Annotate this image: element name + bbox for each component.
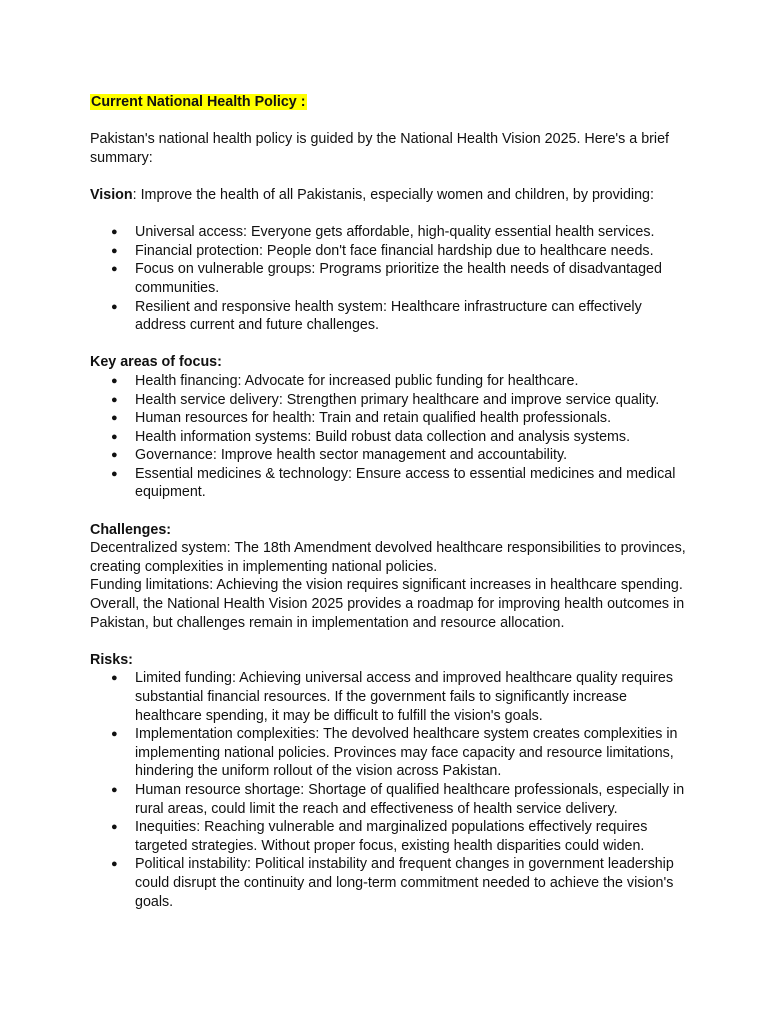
spacer [90, 205, 690, 224]
bullet-icon: ● [111, 393, 118, 406]
bullet-icon: ● [111, 783, 118, 796]
list-item [90, 223, 690, 242]
list-item [90, 372, 690, 391]
list-item-text: Governance: Improve health sector management and accountability. [135, 447, 568, 464]
list-item-text: Health financing: Advocate for increased public funding for healthcare. [135, 372, 579, 389]
list-item-text: Political instability: Political instability and frequent changes in government leadership could disrupt the continuity and long-term commitment needed to achieve the vision's goals. [135, 856, 674, 910]
bullet-icon: ● [111, 412, 118, 425]
risks-list [90, 669, 690, 911]
spacer [90, 167, 690, 186]
list-item-text: Universal access: Everyone gets affordable, high-quality essential health services. [135, 224, 655, 241]
list-item-text: Human resource shortage: Shortage of qualified healthcare professionals, especially in rural areas, could limit the reach and effectiveness of health service delivery. [135, 781, 685, 817]
list-item [90, 409, 690, 428]
list-item-text: Health information systems: Build robust data collection and analysis systems. [135, 428, 631, 445]
spacer [90, 112, 690, 131]
bullet-icon: ● [111, 728, 118, 741]
list-item [90, 446, 690, 465]
challenges-paragraph: Funding limitations: Achieving the vision requires significant increases in healthcare spending. [90, 577, 683, 594]
list-item [90, 391, 690, 410]
bullet-icon: ● [111, 430, 118, 443]
spacer [90, 502, 690, 521]
list-item-text: Financial protection: People don't face financial hardship due to healthcare needs. [135, 242, 654, 259]
title-line [90, 93, 690, 112]
risks-heading: Risks: [90, 651, 133, 668]
list-item [90, 242, 690, 261]
intro-paragraph: Pakistan's national health policy is guided by the National Health Vision 2025. Here's a brief summary: [90, 131, 670, 166]
list-item-text: Focus on vulnerable groups: Programs prioritize the health needs of disadvantaged communities. [135, 261, 662, 296]
vision-text: : Improve the health of all Pakistanis, especially women and children, by providing: [132, 186, 654, 203]
bullet-icon: ● [111, 226, 118, 239]
bullet-icon: ● [111, 858, 118, 871]
list-item-text: Inequities: Reaching vulnerable and marginalized populations effectively requires targeted strategies. Without proper focus, existing health disparities could widen. [135, 819, 648, 854]
list-item [90, 725, 690, 781]
vision-list [90, 223, 690, 335]
document-title: Current National Health Policy : [91, 94, 306, 110]
spacer [90, 335, 690, 354]
vision-paragraph [90, 186, 690, 205]
list-item-text: Health service delivery: Strengthen primary healthcare and improve service quality. [135, 391, 660, 408]
challenges-heading: Challenges: [90, 521, 172, 538]
list-item-text: Limited funding: Achieving universal access and improved healthcare quality requires substantial financial resources. If the government fails to significantly increase healthcare spending, it may be difficult to fulfill the vision's goals. [135, 670, 674, 724]
list-item [90, 260, 690, 297]
bullet-icon: ● [111, 244, 118, 257]
list-item [90, 298, 690, 335]
bullet-icon: ● [111, 300, 118, 313]
list-item-text: Implementation complexities: The devolved healthcare system creates complexities in implementing national policies. Provinces may face capacity and resource limitations, hindering the uniform rollout of the vision across Pakistan. [135, 726, 678, 780]
list-item [90, 781, 690, 818]
list-item [90, 669, 690, 725]
list-item [90, 465, 690, 502]
bullet-icon: ● [111, 449, 118, 462]
list-item [90, 818, 690, 855]
bullet-icon: ● [111, 467, 118, 480]
list-item-text: Resilient and responsive health system: Healthcare infrastructure can effectively address current and future challenges. [135, 298, 642, 334]
bullet-icon: ● [111, 821, 118, 834]
bullet-icon: ● [111, 672, 118, 685]
focus-heading: Key areas of focus: [90, 354, 222, 371]
list-item [90, 428, 690, 447]
challenges-paragraph: Decentralized system: The 18th Amendment devolved healthcare responsibilities to provinces, creating complexities in implementing national policies. [90, 540, 686, 575]
document-page [90, 93, 690, 911]
bullet-icon: ● [111, 263, 118, 276]
list-item-text: Human resources for health: Train and retain qualified health professionals. [135, 410, 612, 427]
spacer [90, 632, 690, 651]
summary-paragraph: Overall, the National Health Vision 2025 provides a roadmap for improving health outcomes in Pakistan, but challenges remain in implementation and resource allocation. [90, 596, 685, 631]
list-item [90, 855, 690, 911]
focus-list [90, 372, 690, 502]
list-item-text: Essential medicines & technology: Ensure access to essential medicines and medical equipment. [135, 465, 676, 501]
vision-label: Vision [90, 186, 133, 203]
bullet-icon: ● [111, 374, 118, 387]
